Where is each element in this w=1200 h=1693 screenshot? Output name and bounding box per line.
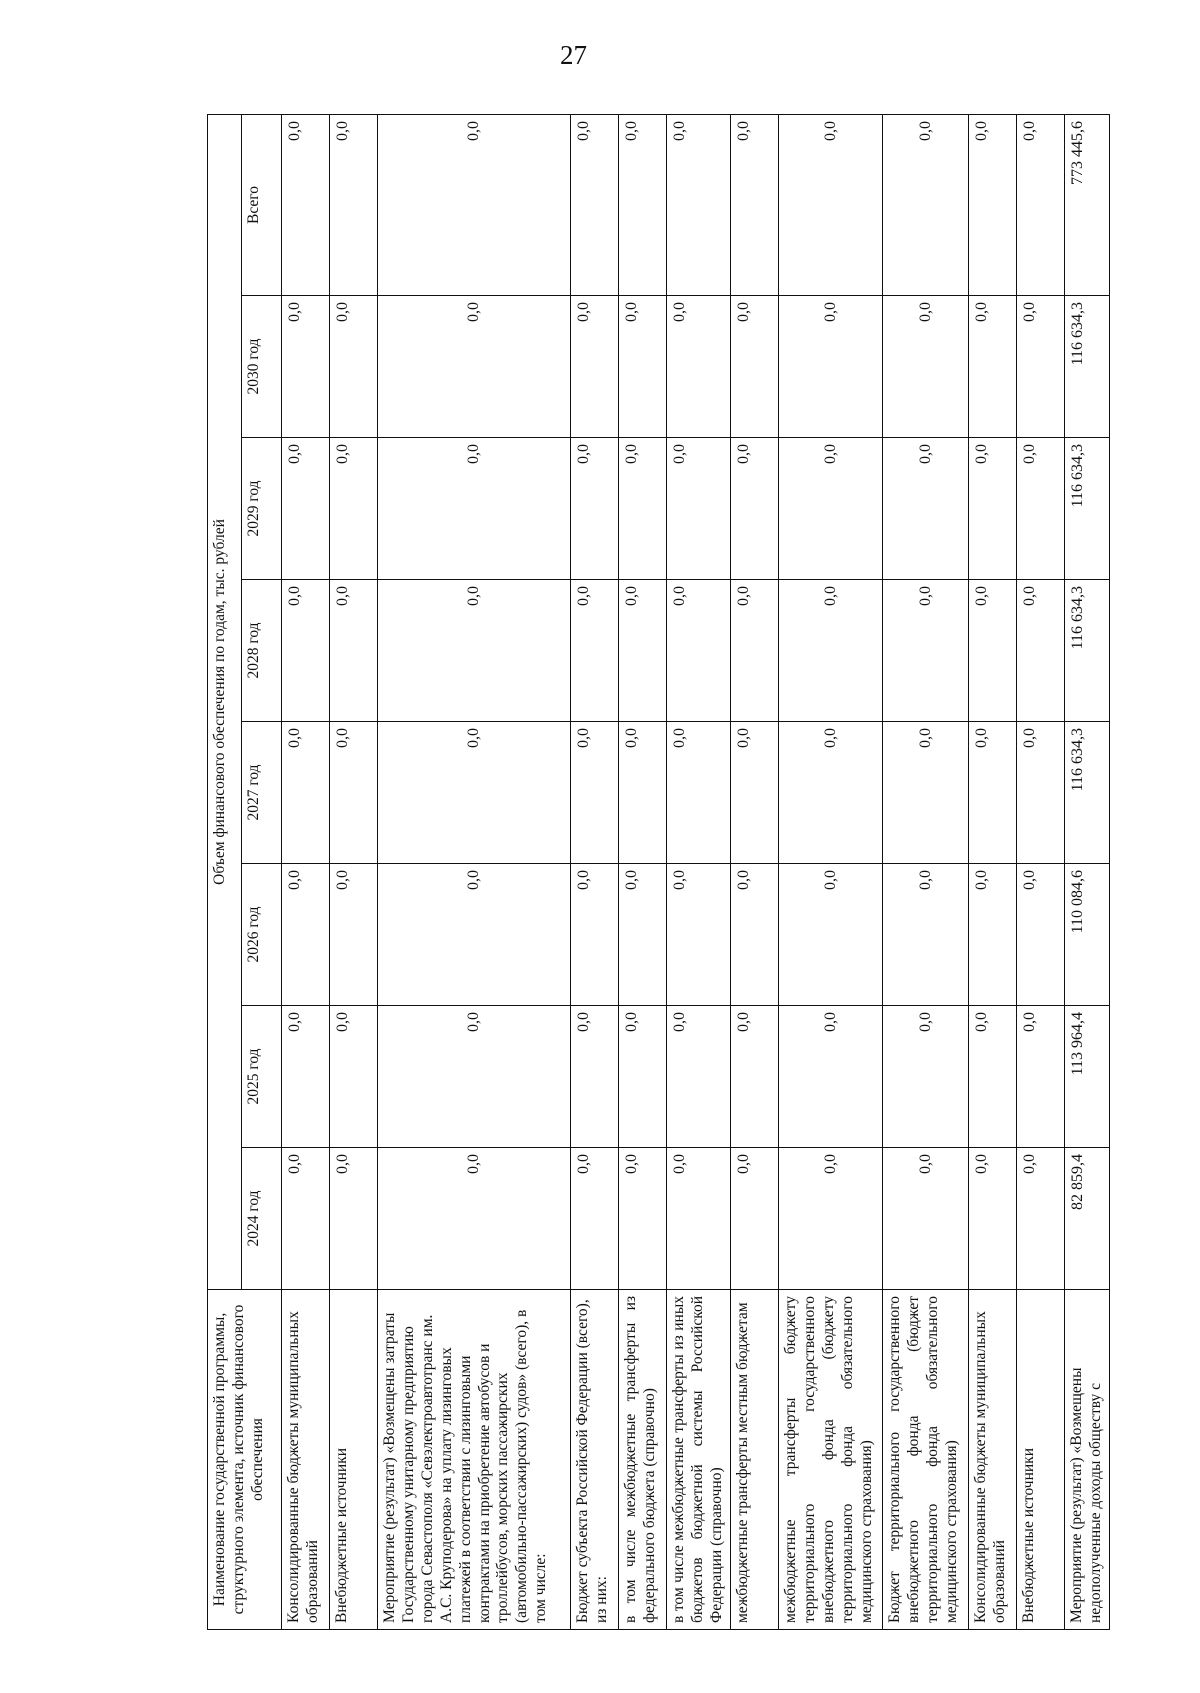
header-total: Всего xyxy=(242,115,282,296)
cell-value: 0,0 xyxy=(883,296,969,438)
table-row xyxy=(779,115,883,1630)
cell-value: 0,0 xyxy=(969,722,1017,864)
table-row xyxy=(571,115,619,1630)
cell-value: 0,0 xyxy=(969,1148,1017,1290)
cell-value: 0,0 xyxy=(619,580,667,722)
cell-value: 0,0 xyxy=(969,296,1017,438)
cell-value: 0,0 xyxy=(282,580,330,722)
cell-value: 0,0 xyxy=(667,864,731,1006)
cell-value: 0,0 xyxy=(1017,1148,1065,1290)
header-year: 2025 год xyxy=(242,1006,282,1148)
cell-value: 0,0 xyxy=(282,1006,330,1148)
header-name-column: Наименование государственной программы, структурного элемента, источник финансового обеспечения xyxy=(208,1290,282,1630)
cell-value: 0,0 xyxy=(731,438,779,580)
cell-value: 0,0 xyxy=(1017,580,1065,722)
cell-value: 0,0 xyxy=(571,438,619,580)
cell-value: 0,0 xyxy=(969,864,1017,1006)
table-row xyxy=(1065,115,1110,1630)
header-year: 2029 год xyxy=(242,438,282,580)
cell-value: 0,0 xyxy=(667,438,731,580)
cell-value: 0,0 xyxy=(883,580,969,722)
cell-total: 0,0 xyxy=(969,115,1017,296)
cell-value: 0,0 xyxy=(667,296,731,438)
cell-total: 0,0 xyxy=(883,115,969,296)
cell-value: 0,0 xyxy=(969,1006,1017,1148)
cell-value: 0,0 xyxy=(330,580,378,722)
table-row xyxy=(330,115,378,1630)
header-volume-title: Объем финансового обеспечения по годам, тыс. рублей xyxy=(208,115,242,1290)
table-row xyxy=(969,115,1017,1630)
row-name: Консолидированные бюджеты муниципальных образований xyxy=(969,1290,1017,1630)
cell-value: 116 634,3 xyxy=(1065,722,1110,864)
cell-total: 0,0 xyxy=(779,115,883,296)
cell-value: 0,0 xyxy=(883,722,969,864)
cell-value: 0,0 xyxy=(571,864,619,1006)
table-row xyxy=(282,115,330,1630)
cell-value: 0,0 xyxy=(330,1006,378,1148)
cell-value: 0,0 xyxy=(619,438,667,580)
cell-total: 773 445,6 xyxy=(1065,115,1110,296)
cell-value: 116 634,3 xyxy=(1065,296,1110,438)
cell-value: 0,0 xyxy=(330,864,378,1006)
cell-value: 0,0 xyxy=(779,438,883,580)
cell-value: 0,0 xyxy=(282,864,330,1006)
table-row xyxy=(1017,115,1065,1630)
cell-value: 0,0 xyxy=(1017,438,1065,580)
cell-value: 0,0 xyxy=(883,1148,969,1290)
cell-value: 0,0 xyxy=(1017,1006,1065,1148)
row-name: Консолидированные бюджеты муниципальных образований xyxy=(282,1290,330,1630)
row-name: межбюджетные трансферты бюджету территориального государственного внебюджетного фонда (бюджету территориального фонда обязательного медицинского страхования) xyxy=(779,1290,883,1630)
cell-value: 0,0 xyxy=(330,438,378,580)
cell-value: 110 084,6 xyxy=(1065,864,1110,1006)
cell-value: 0,0 xyxy=(330,722,378,864)
cell-value: 0,0 xyxy=(969,438,1017,580)
row-name: Бюджет субъекта Российской Федерации (всего), из них: xyxy=(571,1290,619,1630)
cell-value: 0,0 xyxy=(571,580,619,722)
cell-value: 0,0 xyxy=(731,580,779,722)
cell-value: 0,0 xyxy=(779,296,883,438)
cell-value: 0,0 xyxy=(378,1006,571,1148)
cell-value: 116 634,3 xyxy=(1065,438,1110,580)
cell-value: 0,0 xyxy=(378,580,571,722)
cell-value: 0,0 xyxy=(282,1148,330,1290)
header-year: 2027 год xyxy=(242,722,282,864)
cell-value: 0,0 xyxy=(1017,864,1065,1006)
cell-value: 0,0 xyxy=(667,722,731,864)
cell-value: 0,0 xyxy=(731,1148,779,1290)
table-row xyxy=(667,115,731,1630)
cell-value: 0,0 xyxy=(883,864,969,1006)
table-row xyxy=(883,115,969,1630)
cell-value: 0,0 xyxy=(779,722,883,864)
row-name: в том числе межбюджетные трансферты из иных бюджетов бюджетной системы Российской Федерации (справочно) xyxy=(667,1290,731,1630)
cell-value: 0,0 xyxy=(883,438,969,580)
cell-value: 0,0 xyxy=(571,1148,619,1290)
table-row xyxy=(731,115,779,1630)
cell-value: 113 964,4 xyxy=(1065,1006,1110,1148)
cell-value: 0,0 xyxy=(619,1006,667,1148)
row-name: в том числе межбюджетные трансферты из федерального бюджета (справочно) xyxy=(619,1290,667,1630)
cell-value: 0,0 xyxy=(571,296,619,438)
cell-value: 116 634,3 xyxy=(1065,580,1110,722)
cell-value: 0,0 xyxy=(731,722,779,864)
cell-total: 0,0 xyxy=(731,115,779,296)
cell-value: 0,0 xyxy=(731,1006,779,1148)
cell-value: 0,0 xyxy=(1017,722,1065,864)
cell-value: 82 859,4 xyxy=(1065,1148,1110,1290)
cell-value: 0,0 xyxy=(330,1148,378,1290)
cell-value: 0,0 xyxy=(969,580,1017,722)
cell-value: 0,0 xyxy=(667,1006,731,1148)
cell-value: 0,0 xyxy=(1017,296,1065,438)
row-name: Мероприятие (результат) «Возмещены недополученные доходы обществу с xyxy=(1065,1290,1110,1630)
cell-value: 0,0 xyxy=(571,722,619,864)
cell-value: 0,0 xyxy=(667,1148,731,1290)
cell-value: 0,0 xyxy=(779,580,883,722)
row-name: Мероприятие (результат) «Возмещены затраты Государственному унитарному предприятию города Севастополя «Севэлектроавтотранс им. А.С. Круподерова» на уплату лизинговых платежей в соответствии с лизинговыми контрактами на приобретение автобусов и троллейбусов, морских пассажирских (автомобильно-пассажирских) судов» (всего), в том числе: xyxy=(378,1290,571,1630)
cell-value: 0,0 xyxy=(619,864,667,1006)
header-year: 2024 год xyxy=(242,1148,282,1290)
row-name: Бюджет территориального государственного внебюджетного фонда (бюджет территориального фонда обязательного медицинского страхования) xyxy=(883,1290,969,1630)
financing-table xyxy=(207,114,1110,1630)
cell-value: 0,0 xyxy=(779,864,883,1006)
cell-value: 0,0 xyxy=(330,296,378,438)
cell-value: 0,0 xyxy=(378,1148,571,1290)
row-name: межбюджетные трансферты местным бюджетам xyxy=(731,1290,779,1630)
cell-value: 0,0 xyxy=(619,296,667,438)
cell-value: 0,0 xyxy=(282,722,330,864)
header-year: 2030 год xyxy=(242,296,282,438)
cell-total: 0,0 xyxy=(282,115,330,296)
cell-value: 0,0 xyxy=(619,1148,667,1290)
cell-value: 0,0 xyxy=(619,722,667,864)
header-year: 2028 год xyxy=(242,580,282,722)
cell-value: 0,0 xyxy=(282,438,330,580)
rotated-table-container xyxy=(207,115,1107,1630)
page-number: 27 xyxy=(560,40,587,70)
cell-value: 0,0 xyxy=(378,722,571,864)
cell-value: 0,0 xyxy=(883,1006,969,1148)
cell-total: 0,0 xyxy=(619,115,667,296)
cell-total: 0,0 xyxy=(330,115,378,296)
row-name: Внебюджетные источники xyxy=(330,1290,378,1630)
cell-total: 0,0 xyxy=(667,115,731,296)
cell-total: 0,0 xyxy=(1017,115,1065,296)
cell-total: 0,0 xyxy=(571,115,619,296)
cell-value: 0,0 xyxy=(378,438,571,580)
cell-value: 0,0 xyxy=(779,1006,883,1148)
cell-value: 0,0 xyxy=(667,580,731,722)
header-year: 2026 год xyxy=(242,864,282,1006)
cell-value: 0,0 xyxy=(571,1006,619,1148)
table-row xyxy=(378,115,571,1630)
cell-value: 0,0 xyxy=(731,864,779,1006)
cell-value: 0,0 xyxy=(282,296,330,438)
cell-total: 0,0 xyxy=(378,115,571,296)
row-name: Внебюджетные источники xyxy=(1017,1290,1065,1630)
cell-value: 0,0 xyxy=(378,864,571,1006)
cell-value: 0,0 xyxy=(779,1148,883,1290)
cell-value: 0,0 xyxy=(731,296,779,438)
table-row xyxy=(619,115,667,1630)
cell-value: 0,0 xyxy=(378,296,571,438)
